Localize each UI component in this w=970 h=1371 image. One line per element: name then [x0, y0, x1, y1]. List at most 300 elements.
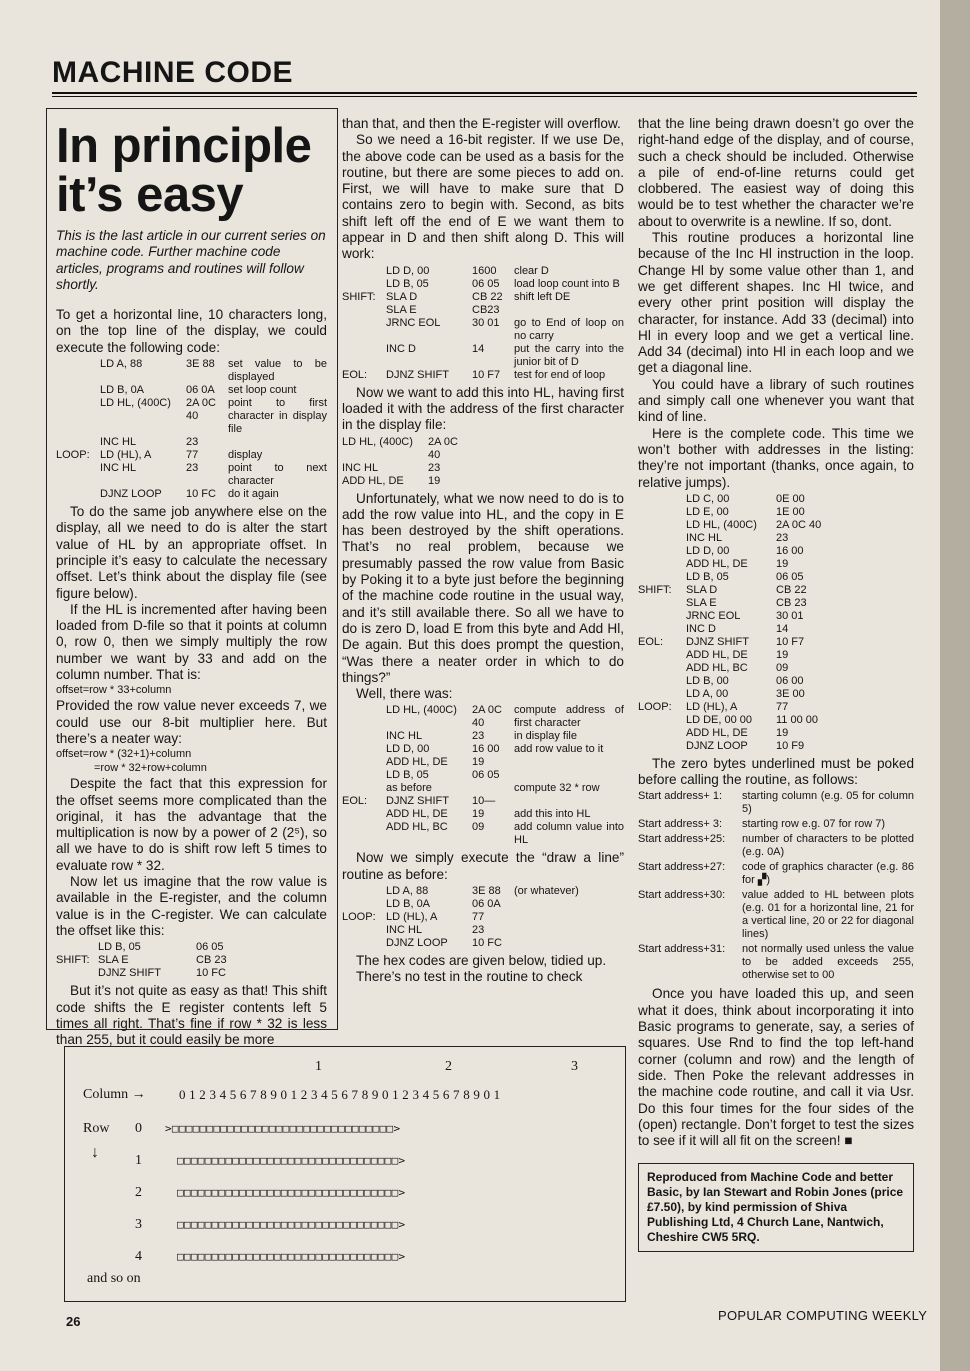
column-one	[56, 116, 327, 1048]
code-line	[56, 941, 327, 954]
code-line	[342, 808, 624, 821]
code-comment: load loop count into B	[514, 277, 620, 290]
code-line	[638, 519, 914, 532]
code-hex: 0E 00	[776, 492, 805, 505]
code-comment: point to next character	[228, 462, 327, 488]
code-label	[342, 304, 386, 317]
code-line	[342, 782, 624, 795]
code-instruction: DJNZ SHIFT	[386, 795, 449, 808]
code-hex: 19	[472, 756, 485, 769]
code-label	[56, 941, 98, 954]
code-hex	[472, 782, 514, 795]
code-comment: display	[228, 449, 263, 462]
row-arrow: ↓	[91, 1144, 99, 1161]
code-hex: 3E 88	[472, 885, 501, 898]
code-hex: 10 FC	[196, 967, 226, 980]
code-line	[342, 937, 624, 950]
code-instruction: SLA D	[386, 290, 418, 303]
code-instruction: DJNZ SHIFT	[686, 635, 749, 648]
code-label	[342, 743, 386, 756]
code-label	[638, 727, 686, 740]
code-hex: 23	[776, 531, 789, 544]
code-label	[638, 610, 686, 623]
row-cells: □□□□□□□□□□□□□□□□□□□□□□□□□□□□□□□□>	[177, 1218, 406, 1231]
table-row	[638, 818, 914, 831]
code-instruction: as before	[386, 782, 432, 795]
code-label: SHIFT:	[638, 583, 672, 596]
code-hex: 06 05	[196, 941, 224, 954]
code-line	[342, 278, 624, 291]
code-instruction: LD (HL), A	[386, 911, 438, 924]
code-label	[56, 462, 100, 488]
code-label	[638, 532, 686, 545]
code-line	[342, 343, 624, 369]
code-instruction: LD A, 88	[100, 358, 143, 371]
code-instruction: INC HL	[342, 461, 379, 474]
paragraph: Now we simply execute the “draw a line” routine as before:	[342, 850, 624, 882]
code-hex: 2A 0C 40	[186, 397, 216, 423]
code-hex: 2A 0C 40	[428, 435, 458, 461]
code-line	[56, 397, 327, 436]
code-line	[638, 740, 914, 753]
code-comment	[514, 795, 624, 808]
code-hex: 77	[186, 449, 199, 462]
code-label: LOOP:	[342, 911, 376, 924]
code-label	[342, 937, 386, 950]
code-instruction: LD HL, (400C)	[100, 397, 171, 410]
code-line	[342, 291, 624, 304]
code-comment: set loop count	[228, 384, 297, 397]
paragraph: The hex codes are given below, tidied up.	[356, 953, 607, 969]
paragraph: that the line being drawn doesn’t go over the right-hand edge of the display, and of course, such a check should be included. Otherwise a pile of end-of-line returns could get clobbered. The easiest way of doing this would be to test whether the character we’re about to overwrite is a newline. If so, dont.	[638, 116, 914, 229]
code-comment: add this into HL	[514, 808, 591, 821]
code-line	[638, 610, 914, 623]
code-line	[56, 967, 327, 980]
code-line	[56, 954, 327, 967]
address-offset: Start address+31:	[638, 943, 726, 956]
code-hex: 2A 0C 40	[472, 704, 502, 730]
code-line	[638, 584, 914, 597]
code-hex: 16 00	[472, 743, 500, 756]
column-numbers: 0 1 2 3 4 5 6 7 8 9 0 1 2 3 4 5 6 7 8 9 0 1 2 3 4 5 6 7 8 9 0 1	[179, 1087, 501, 1102]
end-mark: ■	[844, 1133, 853, 1149]
code-listing	[342, 885, 624, 950]
poke-address-table	[638, 790, 914, 982]
code-hex: 19	[776, 557, 789, 570]
code-label	[638, 662, 686, 675]
page-edge-shadow	[940, 0, 970, 1371]
code-label	[342, 278, 386, 291]
code-instruction: LD C, 00	[686, 492, 730, 505]
code-instruction: SLA E	[686, 596, 717, 609]
code-line	[638, 623, 914, 636]
code-line	[342, 730, 624, 743]
code-label	[638, 623, 686, 636]
paragraph: To do the same job anywhere else on the display, all we need to do is alter the start value of HL by an appropriate offset. In principle it’s easy to calculate the necessary offset. Let’s think about the display file (see figure below).	[56, 504, 327, 601]
code-listing	[638, 493, 914, 753]
code-hex: 14	[776, 622, 789, 635]
article-title: In principle it’s easy	[56, 119, 312, 222]
code-comment: compute 32 * row	[514, 782, 600, 795]
code-label	[342, 782, 386, 795]
code-hex: 19	[472, 808, 485, 821]
paragraph: Now let us imagine that the row value is available in the E-register, and the column value is in the C-register. We can calculate the offset like this:	[56, 874, 327, 938]
address-description: code of graphics character (e.g. 86 for ▞)	[742, 861, 914, 887]
code-label	[342, 821, 386, 847]
code-line	[638, 571, 914, 584]
code-line	[342, 475, 624, 488]
code-label	[342, 343, 386, 369]
code-comment	[514, 769, 624, 782]
code-comment	[514, 756, 624, 769]
code-label	[638, 545, 686, 558]
code-label	[342, 704, 386, 730]
section-header	[52, 56, 917, 90]
code-line	[638, 649, 914, 662]
code-hex: 06 05	[472, 277, 500, 290]
code-hex: 06 0A	[472, 898, 501, 911]
code-label	[342, 769, 386, 782]
code-line	[342, 821, 624, 847]
code-instruction: LD B, 05	[386, 277, 429, 290]
code-label	[56, 488, 100, 501]
code-hex: CB 23	[196, 954, 227, 967]
row-label: Row	[83, 1121, 110, 1136]
code-line	[638, 506, 914, 519]
code-line	[638, 558, 914, 571]
code-instruction: INC HL	[686, 531, 723, 544]
code-hex: CB23	[472, 303, 500, 316]
magazine-name: POPULAR COMPUTING WEEKLY	[718, 1308, 928, 1323]
code-instruction: DJNZ SHIFT	[386, 368, 449, 381]
tens-label: 3	[571, 1059, 578, 1074]
code-label	[638, 597, 686, 610]
code-comment: in display file	[514, 730, 577, 743]
code-comment	[514, 911, 624, 924]
address-description: starting row e.g. 07 for row 7)	[742, 818, 886, 831]
row-number: 4	[135, 1249, 142, 1264]
code-listing	[56, 358, 327, 501]
code-line	[56, 436, 327, 449]
code-label	[342, 898, 386, 911]
code-hex: 19	[776, 726, 789, 739]
code-label: SHIFT:	[342, 290, 376, 303]
code-label	[342, 730, 386, 743]
row-cells: □□□□□□□□□□□□□□□□□□□□□□□□□□□□□□□□>	[177, 1154, 406, 1167]
header-rule	[52, 92, 917, 94]
code-instruction: ADD HL, DE	[386, 808, 448, 821]
code-comment: compute address of first character	[514, 704, 624, 730]
paragraph: If the HL is incremented after having been loaded from D-file so that it points at column 0, row 0, then we simply multiply the row number we want by 33 and add on the column number. That is:	[56, 601, 327, 683]
paragraph: There’s no test in the routine to check	[356, 969, 583, 985]
code-line	[638, 688, 914, 701]
code-label	[342, 924, 386, 937]
code-label	[638, 558, 686, 571]
paragraph: The zero bytes underlined must be poked before calling the routine, as follows:	[638, 755, 914, 788]
paragraph: Now we want to add this into HL, having first loaded it with the address of the first character in the display file:	[342, 384, 624, 433]
article-intro: This is the last article in our current series on machine code. Further machine code articles, programs and routines will follow shortly.	[56, 228, 326, 292]
formula: offset=row * 33+column	[56, 684, 172, 697]
column-label: Column →	[83, 1087, 146, 1102]
code-comment: shift left DE	[514, 290, 571, 303]
code-hex: 3E 00	[776, 687, 805, 700]
code-comment: (or whatever)	[514, 885, 579, 898]
code-label	[638, 519, 686, 532]
code-instruction: LD HL, (400C)	[386, 704, 457, 717]
table-row	[638, 889, 914, 941]
code-hex: 19	[776, 648, 789, 661]
paragraph: But it’s not quite as easy as that! This shift code shifts the E register contents left 5 times all right. That’s fine if row * 32 is less than 255, but it could easily be more	[56, 983, 327, 1048]
formula: =row * 32+row+column	[94, 762, 207, 775]
tens-label: 1	[315, 1059, 322, 1074]
code-line	[342, 304, 624, 317]
paragraph: Unfortunately, what we now need to do is to add the row value into HL, and the copy in E has been destroyed by the shift operations. That’s no real problem, because we presumably passed the row value from Basic by Poking it to a byte just before the beginning of the machine code routine in the usual way, and it’s still available there. So all we have to do is zero D, load E from this byte and Add Hl, De again. But this does prompt the question, “Was there a neater order in which to do things?”	[342, 490, 624, 685]
code-hex: 23	[428, 461, 441, 474]
code-line	[56, 384, 327, 397]
code-instruction: LD B, 0A	[100, 384, 145, 397]
paragraph: Well, there was:	[356, 686, 453, 702]
code-label	[56, 967, 98, 980]
code-hex: 2A 0C 40	[776, 518, 822, 531]
code-instruction: JRNC EOL	[386, 316, 441, 329]
code-comment: add column value into HL	[514, 821, 624, 847]
code-label	[638, 493, 686, 506]
paragraph: than that, and then the E-register will overflow.	[342, 116, 621, 131]
code-instruction: JRNC EOL	[686, 609, 741, 622]
code-comment: do it again	[228, 488, 279, 501]
code-label: EOL:	[638, 635, 664, 648]
code-comment: add row value to it	[514, 743, 604, 756]
code-instruction: LD D, 00	[686, 544, 730, 557]
code-instruction: LD (HL), A	[100, 449, 152, 462]
header-rule-thin	[52, 96, 917, 97]
code-line	[638, 714, 914, 727]
code-line	[342, 885, 624, 898]
code-label	[342, 756, 386, 769]
table-row	[638, 833, 914, 859]
code-hex: 77	[472, 911, 485, 924]
code-comment	[514, 924, 624, 937]
paragraph: Provided the row value never exceeds 7, we could use our 8-bit multiplier here. But there’s a neater way:	[56, 698, 327, 746]
code-line	[342, 769, 624, 782]
code-instruction: LD E, 00	[686, 505, 729, 518]
code-instruction: ADD HL, DE	[686, 726, 748, 739]
display-file-figure	[64, 1046, 626, 1302]
code-instruction: LD B, 0A	[386, 898, 431, 911]
code-hex: CB 23	[776, 596, 807, 609]
address-description: starting column (e.g. 05 for column 5)	[742, 790, 914, 816]
code-label: EOL:	[342, 368, 368, 381]
code-line	[638, 675, 914, 688]
code-instruction: LD DE, 00 00	[686, 713, 753, 726]
code-label	[56, 384, 100, 397]
address-description: value added to HL between plots (e.g. 01 for a horizontal line, 21 for a vertical line, 20 or 22 for diagonal lines)	[742, 889, 914, 941]
code-instruction: INC D	[686, 622, 716, 635]
code-comment: put the carry into the junior bit of D	[514, 342, 624, 368]
address-offset: Start address+ 3:	[638, 818, 723, 831]
code-hex: 06 00	[776, 674, 804, 687]
code-comment	[514, 898, 624, 911]
code-instruction: LD A, 88	[386, 885, 429, 898]
paragraph: You could have a library of such routines and simply call one whenever you want that kind of line.	[638, 376, 914, 425]
row-number: 3	[135, 1217, 142, 1232]
code-instruction: DJNZ LOOP	[100, 488, 162, 501]
code-hex: 06 0A	[186, 384, 215, 397]
column-two	[342, 116, 624, 986]
code-instruction: LD B, 05	[386, 769, 429, 782]
code-line	[342, 317, 624, 343]
paragraph: To get a horizontal line, 10 characters long, on the top line of the display, we could execute the following code:	[56, 307, 327, 355]
code-comment: set value to be displayed	[228, 358, 327, 384]
address-offset: Start address+30:	[638, 889, 726, 902]
row-cells: □□□□□□□□□□□□□□□□□□□□□□□□□□□□□□□□>	[177, 1186, 406, 1199]
code-hex: 30 01	[776, 609, 804, 622]
code-instruction: ADD HL, BC	[386, 821, 448, 834]
code-listing	[342, 265, 624, 382]
code-line	[342, 369, 624, 382]
code-hex: 23	[186, 462, 199, 475]
code-line	[56, 488, 327, 501]
code-hex: CB 22	[472, 290, 503, 303]
code-hex: 30 01	[472, 316, 500, 329]
code-hex: CB 22	[776, 583, 807, 596]
code-hex: 09	[472, 821, 485, 834]
code-line	[638, 662, 914, 675]
page-number: 26	[66, 1314, 81, 1329]
formula: offset=row * (32+1)+column	[56, 748, 192, 761]
code-line	[342, 436, 624, 462]
row-number: 1	[135, 1153, 142, 1168]
code-instruction: INC HL	[100, 436, 137, 449]
code-line	[342, 911, 624, 924]
code-label	[638, 649, 686, 662]
code-instruction: DJNZ LOOP	[686, 739, 748, 752]
code-line	[638, 636, 914, 649]
code-label	[342, 808, 386, 821]
code-instruction: ADD HL, DE	[686, 557, 748, 570]
address-offset: Start address+ 1:	[638, 790, 723, 803]
code-instruction: ADD HL, DE	[386, 756, 448, 769]
code-line	[56, 358, 327, 384]
code-line	[342, 743, 624, 756]
code-instruction: LD B, 05	[98, 941, 141, 954]
code-line	[56, 449, 327, 462]
table-row	[638, 790, 914, 816]
code-line	[342, 924, 624, 937]
code-line	[342, 265, 624, 278]
code-line	[638, 545, 914, 558]
code-listing	[342, 704, 624, 847]
code-instruction: LD HL, (400C)	[686, 518, 757, 531]
code-instruction: LD A, 00	[686, 687, 729, 700]
address-offset: Start address+25:	[638, 833, 726, 846]
code-hex: 23	[472, 924, 485, 937]
code-label: LOOP:	[638, 700, 672, 713]
code-label: SHIFT:	[56, 954, 90, 967]
paragraph: Despite the fact that this expression for the offset seems more complicated than the original, it has the advantage that the multiplication is now by a power of 2 (2⁵), so all we have to do is shift row left 5 times to evaluate row * 32.	[56, 776, 327, 873]
code-label	[56, 397, 100, 436]
code-instruction: DJNZ SHIFT	[98, 967, 161, 980]
code-hex: 19	[428, 474, 441, 487]
address-description: number of characters to be plotted (e.g. 0A)	[742, 833, 914, 859]
paragraph: This routine produces a horizontal line because of the Inc Hl instruction in the loop. Change Hl by some value other than 1, and we get different shapes. Inc Hl twice, and every other print position will display the character, for instance. Add 33 (decimal) into Hl in every loop and we get a vertical line. Add 34 (decimal) into Hl in each loop and we get a diagonal line.	[638, 230, 914, 376]
code-instruction: LD HL, (400C)	[342, 435, 413, 448]
code-comment	[228, 436, 327, 449]
code-instruction: ADD HL, BC	[686, 661, 748, 674]
paragraph-text: Once you have loaded this up, and seen what it does, think about incorporating it into Basic programs to generate, say, a series of squares. Use Rnd to find the top left-hand corner (column and row) and the length of side. Then Poke the relevant addresses in the machine code routine, and call it via Usr. Do this four times for the four sides of the (open) rectangle. Don’t forget to test the sizes to see if it will all fit on the screen!	[638, 986, 914, 1149]
tens-label: 2	[445, 1059, 452, 1074]
paragraph: So we need a 16-bit register. If we use De, the above code can be used as a basis for the routine, but there are some pieces to add on. First, we will have to make sure that D contains zero to begin with. Second, as bits shift left off the end of E we want them to appear in D and then shift along D. This will work:	[342, 132, 624, 262]
code-label	[638, 688, 686, 701]
row-cells: □□□□□□□□□□□□□□□□□□□□□□□□□□□□□□□□>	[177, 1250, 406, 1263]
code-hex: 16 00	[776, 544, 804, 557]
code-label	[342, 885, 386, 898]
code-hex: 23	[472, 730, 485, 743]
code-hex: 14	[472, 342, 485, 355]
code-instruction: LD B, 00	[686, 674, 729, 687]
code-hex: 10 FC	[186, 488, 216, 501]
row-cells: >□□□□□□□□□□□□□□□□□□□□□□□□□□□□□□□□>	[165, 1122, 401, 1135]
code-line	[342, 462, 624, 475]
code-hex: 3E 88	[186, 358, 215, 371]
code-instruction: SLA D	[686, 583, 718, 596]
code-instruction: LD B, 05	[686, 570, 729, 583]
paragraph: Here is the complete code. This time we won’t bother with addresses in the listing: they’re not important (thanks, once again, to relative jumps).	[638, 425, 914, 490]
code-comment	[514, 304, 624, 317]
code-line	[342, 795, 624, 808]
code-comment: clear D	[514, 264, 549, 277]
code-hex: 06 05	[776, 570, 804, 583]
code-comment: go to End of loop on no carry	[514, 316, 624, 342]
code-hex: 23	[186, 436, 199, 449]
code-comment: point to first character in display file	[228, 397, 327, 436]
code-line	[638, 597, 914, 610]
code-line	[342, 898, 624, 911]
code-hex: 10 FC	[472, 937, 502, 950]
row-number: 2	[135, 1185, 142, 1200]
code-line	[56, 462, 327, 488]
code-label	[638, 571, 686, 584]
code-label	[638, 506, 686, 519]
code-line	[638, 701, 914, 714]
code-listing	[342, 436, 624, 488]
address-offset: Start address+27:	[638, 861, 726, 874]
code-hex: 09	[776, 661, 789, 674]
code-label	[342, 265, 386, 278]
code-instruction: ADD HL, DE	[342, 474, 404, 487]
code-label: EOL:	[342, 795, 368, 808]
code-hex: 1600	[472, 264, 497, 277]
code-comment	[514, 937, 624, 950]
code-label	[56, 436, 100, 449]
address-description: not normally used unless the value to be added exceeds 255, otherwise set to 00	[742, 943, 914, 982]
code-instruction: INC HL	[386, 924, 423, 937]
code-hex: 10 F9	[776, 739, 805, 752]
code-line	[638, 532, 914, 545]
code-comment: test for end of loop	[514, 368, 606, 381]
code-instruction: LD D, 00	[386, 743, 430, 756]
code-instruction: ADD HL, DE	[686, 648, 748, 661]
code-instruction: INC HL	[386, 730, 423, 743]
code-listing	[56, 941, 327, 980]
table-row	[638, 861, 914, 887]
code-label	[638, 740, 686, 753]
section-title: MACHINE CODE	[52, 56, 294, 89]
code-hex: 11 00 00	[776, 713, 819, 726]
column-three	[638, 116, 914, 1252]
code-instruction: LD D, 00	[386, 264, 430, 277]
code-instruction: LD (HL), A	[686, 700, 738, 713]
